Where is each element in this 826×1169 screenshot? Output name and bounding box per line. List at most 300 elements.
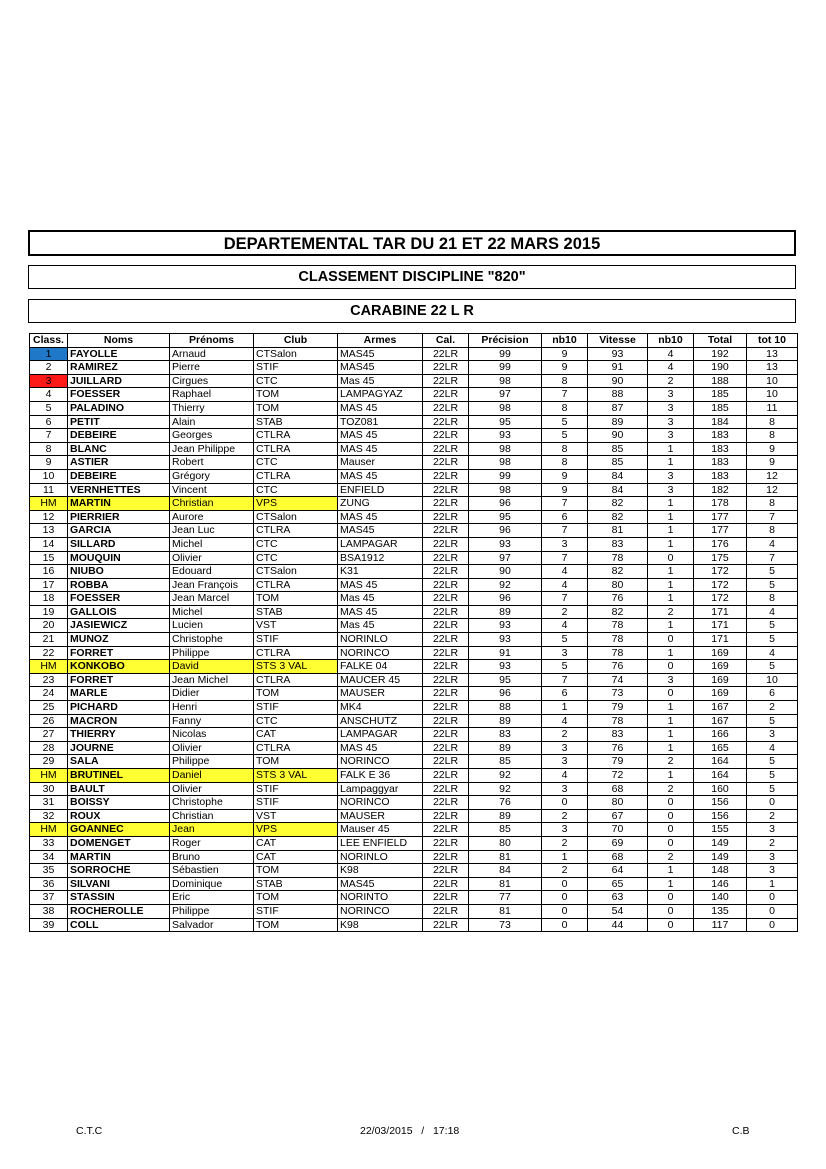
cell-nom: ROUX — [68, 809, 170, 823]
cell-nb10-vitesse: 1 — [648, 578, 694, 592]
cell-club: CAT — [254, 850, 338, 864]
cell-nom: MARTIN — [68, 850, 170, 864]
cell-arme: ENFIELD — [338, 483, 423, 497]
cell-vitesse: 80 — [588, 796, 648, 810]
cell-club: CTLRA — [254, 741, 338, 755]
cell-vitesse: 83 — [588, 728, 648, 742]
cell-nb10-precision: 2 — [542, 864, 588, 878]
cell-rank: 6 — [30, 415, 68, 429]
cell-nb10-precision: 6 — [542, 687, 588, 701]
cell-tot10: 5 — [747, 633, 798, 647]
cell-rank: 27 — [30, 728, 68, 742]
cell-arme: NORINTO — [338, 891, 423, 905]
cell-tot10: 8 — [747, 415, 798, 429]
results-table — [29, 333, 798, 932]
cell-vitesse: 68 — [588, 782, 648, 796]
table-row — [30, 660, 798, 674]
cell-arme: Mauser — [338, 456, 423, 470]
cell-nb10-vitesse: 1 — [648, 565, 694, 579]
cell-nb10-vitesse: 0 — [648, 809, 694, 823]
cell-total: 188 — [694, 374, 747, 388]
cell-precision: 96 — [469, 592, 542, 606]
cell-nb10-vitesse: 1 — [648, 592, 694, 606]
cell-cal: 22LR — [423, 551, 469, 565]
cell-rank: 5 — [30, 401, 68, 415]
cell-club: TOM — [254, 864, 338, 878]
cell-nb10-vitesse: 0 — [648, 660, 694, 674]
cell-arme: FALK E 36 — [338, 769, 423, 783]
cell-precision: 98 — [469, 374, 542, 388]
cell-arme: MAS 45 — [338, 605, 423, 619]
cell-vitesse: 63 — [588, 891, 648, 905]
cell-rank: 13 — [30, 524, 68, 538]
cell-rank: HM — [30, 769, 68, 783]
cell-nb10-vitesse: 1 — [648, 701, 694, 715]
cell-nb10-vitesse: 3 — [648, 388, 694, 402]
cell-vitesse: 82 — [588, 565, 648, 579]
cell-nom: FOESSER — [68, 388, 170, 402]
table-row — [30, 864, 798, 878]
cell-vitesse: 78 — [588, 646, 648, 660]
cell-tot10: 5 — [747, 782, 798, 796]
cell-rank: 3 — [30, 374, 68, 388]
cell-rank: 16 — [30, 565, 68, 579]
cell-arme: LAMPAGAR — [338, 728, 423, 742]
cell-nom: STASSIN — [68, 891, 170, 905]
cell-tot10: 3 — [747, 728, 798, 742]
cell-vitesse: 67 — [588, 809, 648, 823]
cell-club: CTSalon — [254, 347, 338, 361]
cell-nb10-vitesse: 3 — [648, 401, 694, 415]
cell-precision: 98 — [469, 401, 542, 415]
cell-nb10-vitesse: 2 — [648, 755, 694, 769]
cell-nom: BRUTINEL — [68, 769, 170, 783]
cell-nb10-precision: 0 — [542, 918, 588, 932]
table-row — [30, 769, 798, 783]
cell-arme: MAUSER — [338, 687, 423, 701]
cell-nb10-vitesse: 3 — [648, 429, 694, 443]
table-row — [30, 850, 798, 864]
cell-vitesse: 74 — [588, 673, 648, 687]
cell-prenom: Daniel — [170, 769, 254, 783]
cell-nom: GALLOIS — [68, 605, 170, 619]
cell-precision: 80 — [469, 836, 542, 850]
cell-rank: HM — [30, 497, 68, 511]
cell-nom: MARLE — [68, 687, 170, 701]
cell-arme: ZUNG — [338, 497, 423, 511]
cell-precision: 99 — [469, 361, 542, 375]
cell-prenom: Cirgues — [170, 374, 254, 388]
cell-prenom: Grégory — [170, 469, 254, 483]
table-row — [30, 415, 798, 429]
cell-cal: 22LR — [423, 646, 469, 660]
cell-nb10-precision: 6 — [542, 510, 588, 524]
cell-cal: 22LR — [423, 415, 469, 429]
cell-nb10-precision: 5 — [542, 429, 588, 443]
cell-nb10-precision: 9 — [542, 347, 588, 361]
cell-nb10-precision: 2 — [542, 605, 588, 619]
table-row — [30, 687, 798, 701]
cell-total: 192 — [694, 347, 747, 361]
col-cal: Cal. — [423, 334, 469, 348]
cell-nb10-vitesse: 3 — [648, 415, 694, 429]
cell-precision: 95 — [469, 673, 542, 687]
cell-nom: COLL — [68, 918, 170, 932]
cell-cal: 22LR — [423, 633, 469, 647]
cell-vitesse: 80 — [588, 578, 648, 592]
cell-total: 184 — [694, 415, 747, 429]
cell-precision: 76 — [469, 796, 542, 810]
cell-cal: 22LR — [423, 836, 469, 850]
cell-rank: 25 — [30, 701, 68, 715]
cell-precision: 98 — [469, 456, 542, 470]
cell-tot10: 4 — [747, 537, 798, 551]
cell-tot10: 8 — [747, 524, 798, 538]
cell-total: 156 — [694, 796, 747, 810]
cell-arme: Mauser 45 — [338, 823, 423, 837]
cell-total: 172 — [694, 578, 747, 592]
cell-arme: MAS 45 — [338, 429, 423, 443]
cell-nb10-precision: 0 — [542, 891, 588, 905]
cell-nom: PETIT — [68, 415, 170, 429]
cell-rank: 23 — [30, 673, 68, 687]
cell-precision: 93 — [469, 633, 542, 647]
cell-nb10-precision: 0 — [542, 877, 588, 891]
cell-precision: 84 — [469, 864, 542, 878]
cell-prenom: Didier — [170, 687, 254, 701]
cell-arme: MAUSER — [338, 809, 423, 823]
cell-tot10: 6 — [747, 687, 798, 701]
cell-rank: 38 — [30, 904, 68, 918]
cell-vitesse: 84 — [588, 483, 648, 497]
cell-rank: 15 — [30, 551, 68, 565]
cell-cal: 22LR — [423, 619, 469, 633]
cell-nb10-precision: 3 — [542, 755, 588, 769]
cell-rank: 26 — [30, 714, 68, 728]
cell-arme: NORINLO — [338, 633, 423, 647]
table-row — [30, 388, 798, 402]
cell-nom: SILVANI — [68, 877, 170, 891]
table-row — [30, 673, 798, 687]
cell-rank: 33 — [30, 836, 68, 850]
cell-nb10-precision: 3 — [542, 537, 588, 551]
cell-club: VPS — [254, 497, 338, 511]
cell-nb10-precision: 3 — [542, 741, 588, 755]
cell-nb10-vitesse: 0 — [648, 918, 694, 932]
cell-arme: MAS45 — [338, 361, 423, 375]
cell-total: 190 — [694, 361, 747, 375]
category-title: CARABINE 22 L R — [28, 299, 796, 323]
cell-total: 172 — [694, 592, 747, 606]
cell-vitesse: 78 — [588, 551, 648, 565]
cell-nom: MACRON — [68, 714, 170, 728]
cell-arme: K98 — [338, 918, 423, 932]
cell-precision: 90 — [469, 565, 542, 579]
cell-tot10: 12 — [747, 483, 798, 497]
cell-total: 167 — [694, 714, 747, 728]
cell-cal: 22LR — [423, 823, 469, 837]
cell-nom: FAYOLLE — [68, 347, 170, 361]
cell-precision: 93 — [469, 660, 542, 674]
cell-rank: HM — [30, 660, 68, 674]
cell-prenom: Jean Philippe — [170, 442, 254, 456]
cell-club: CAT — [254, 728, 338, 742]
cell-nb10-vitesse: 0 — [648, 687, 694, 701]
cell-club: STIF — [254, 796, 338, 810]
cell-precision: 97 — [469, 551, 542, 565]
cell-arme: MAS45 — [338, 877, 423, 891]
cell-nom: SILLARD — [68, 537, 170, 551]
cell-nb10-precision: 7 — [542, 524, 588, 538]
col-armes: Armes — [338, 334, 423, 348]
cell-nb10-vitesse: 1 — [648, 714, 694, 728]
cell-cal: 22LR — [423, 442, 469, 456]
cell-nb10-vitesse: 0 — [648, 891, 694, 905]
cell-total: 183 — [694, 469, 747, 483]
cell-tot10: 8 — [747, 497, 798, 511]
cell-prenom: Michel — [170, 537, 254, 551]
cell-prenom: Aurore — [170, 510, 254, 524]
cell-club: CAT — [254, 836, 338, 850]
table-row — [30, 728, 798, 742]
cell-nb10-precision: 1 — [542, 850, 588, 864]
cell-nb10-precision: 0 — [542, 904, 588, 918]
cell-arme: MAS45 — [338, 347, 423, 361]
cell-cal: 22LR — [423, 361, 469, 375]
cell-club: CTLRA — [254, 673, 338, 687]
cell-nb10-vitesse: 4 — [648, 347, 694, 361]
cell-tot10: 7 — [747, 551, 798, 565]
cell-precision: 96 — [469, 497, 542, 511]
table-row — [30, 578, 798, 592]
cell-cal: 22LR — [423, 687, 469, 701]
footer-date: 22/03/2015 / 17:18 — [360, 1125, 460, 1137]
cell-total: 164 — [694, 755, 747, 769]
cell-arme: MAS 45 — [338, 578, 423, 592]
cell-nb10-vitesse: 2 — [648, 782, 694, 796]
cell-arme: MAUCER 45 — [338, 673, 423, 687]
cell-cal: 22LR — [423, 510, 469, 524]
col-nb10-vitesse: nb10 — [648, 334, 694, 348]
cell-prenom: Jean Marcel — [170, 592, 254, 606]
cell-vitesse: 76 — [588, 741, 648, 755]
cell-vitesse: 76 — [588, 660, 648, 674]
cell-nb10-precision: 4 — [542, 578, 588, 592]
cell-prenom: Michel — [170, 605, 254, 619]
cell-precision: 73 — [469, 918, 542, 932]
table-row — [30, 646, 798, 660]
cell-cal: 22LR — [423, 769, 469, 783]
cell-vitesse: 84 — [588, 469, 648, 483]
cell-total: 175 — [694, 551, 747, 565]
cell-prenom: Lucien — [170, 619, 254, 633]
cell-precision: 77 — [469, 891, 542, 905]
cell-prenom: Jean — [170, 823, 254, 837]
table-header-row — [30, 334, 798, 348]
table-row — [30, 374, 798, 388]
cell-tot10: 8 — [747, 429, 798, 443]
cell-total: 167 — [694, 701, 747, 715]
cell-tot10: 12 — [747, 469, 798, 483]
cell-club: TOM — [254, 592, 338, 606]
cell-arme: ANSCHUTZ — [338, 714, 423, 728]
cell-prenom: Pierre — [170, 361, 254, 375]
cell-nb10-precision: 2 — [542, 809, 588, 823]
cell-total: 117 — [694, 918, 747, 932]
col-noms: Noms — [68, 334, 170, 348]
cell-club: CTLRA — [254, 524, 338, 538]
cell-arme: NORINCO — [338, 796, 423, 810]
cell-rank: HM — [30, 823, 68, 837]
cell-nom: BOISSY — [68, 796, 170, 810]
col-vitesse: Vitesse — [588, 334, 648, 348]
cell-cal: 22LR — [423, 605, 469, 619]
table-row — [30, 456, 798, 470]
cell-nb10-vitesse: 0 — [648, 796, 694, 810]
footer-left: C.T.C — [76, 1125, 103, 1137]
cell-precision: 99 — [469, 469, 542, 483]
cell-cal: 22LR — [423, 592, 469, 606]
cell-cal: 22LR — [423, 565, 469, 579]
cell-prenom: Olivier — [170, 741, 254, 755]
cell-prenom: Philippe — [170, 904, 254, 918]
cell-nb10-precision: 3 — [542, 782, 588, 796]
cell-arme: K31 — [338, 565, 423, 579]
cell-cal: 22LR — [423, 469, 469, 483]
table-row — [30, 565, 798, 579]
cell-total: 185 — [694, 388, 747, 402]
cell-nb10-vitesse: 2 — [648, 374, 694, 388]
cell-tot10: 2 — [747, 701, 798, 715]
cell-cal: 22LR — [423, 660, 469, 674]
cell-club: CTSalon — [254, 510, 338, 524]
cell-precision: 95 — [469, 510, 542, 524]
cell-nom: BAULT — [68, 782, 170, 796]
table-row — [30, 592, 798, 606]
cell-nb10-vitesse: 0 — [648, 904, 694, 918]
cell-nom: SALA — [68, 755, 170, 769]
cell-arme: LAMPAGAR — [338, 537, 423, 551]
cell-tot10: 5 — [747, 565, 798, 579]
cell-nb10-vitesse: 4 — [648, 361, 694, 375]
cell-precision: 97 — [469, 388, 542, 402]
cell-precision: 99 — [469, 347, 542, 361]
cell-nom: JOURNE — [68, 741, 170, 755]
cell-prenom: Henri — [170, 701, 254, 715]
cell-nb10-vitesse: 0 — [648, 551, 694, 565]
cell-nb10-precision: 3 — [542, 823, 588, 837]
cell-total: 169 — [694, 673, 747, 687]
cell-precision: 85 — [469, 755, 542, 769]
cell-tot10: 9 — [747, 442, 798, 456]
cell-nb10-precision: 4 — [542, 565, 588, 579]
cell-rank: 39 — [30, 918, 68, 932]
cell-arme: Mas 45 — [338, 374, 423, 388]
table-row — [30, 796, 798, 810]
cell-nb10-vitesse: 1 — [648, 537, 694, 551]
cell-arme: Mas 45 — [338, 592, 423, 606]
cell-nb10-vitesse: 3 — [648, 483, 694, 497]
cell-club: CTC — [254, 374, 338, 388]
cell-prenom: Olivier — [170, 782, 254, 796]
table-row — [30, 361, 798, 375]
cell-rank: 32 — [30, 809, 68, 823]
cell-vitesse: 68 — [588, 850, 648, 864]
cell-precision: 92 — [469, 782, 542, 796]
cell-nom: FORRET — [68, 646, 170, 660]
cell-club: STAB — [254, 415, 338, 429]
cell-cal: 22LR — [423, 877, 469, 891]
cell-prenom: Christophe — [170, 796, 254, 810]
cell-vitesse: 78 — [588, 714, 648, 728]
cell-vitesse: 72 — [588, 769, 648, 783]
cell-cal: 22LR — [423, 483, 469, 497]
table-row — [30, 347, 798, 361]
cell-club: VST — [254, 619, 338, 633]
cell-tot10: 9 — [747, 456, 798, 470]
cell-club: STIF — [254, 701, 338, 715]
cell-precision: 81 — [469, 904, 542, 918]
cell-prenom: Philippe — [170, 646, 254, 660]
cell-prenom: Robert — [170, 456, 254, 470]
cell-club: STS 3 VAL — [254, 660, 338, 674]
cell-club: STAB — [254, 605, 338, 619]
cell-tot10: 0 — [747, 918, 798, 932]
cell-nb10-vitesse: 1 — [648, 510, 694, 524]
cell-tot10: 3 — [747, 823, 798, 837]
cell-total: 171 — [694, 619, 747, 633]
cell-nb10-precision: 7 — [542, 673, 588, 687]
cell-precision: 96 — [469, 524, 542, 538]
cell-total: 160 — [694, 782, 747, 796]
cell-precision: 92 — [469, 769, 542, 783]
cell-vitesse: 78 — [588, 619, 648, 633]
cell-arme: MAS 45 — [338, 469, 423, 483]
cell-nom: ASTIER — [68, 456, 170, 470]
cell-prenom: Eric — [170, 891, 254, 905]
cell-prenom: Raphael — [170, 388, 254, 402]
cell-precision: 85 — [469, 823, 542, 837]
cell-tot10: 5 — [747, 660, 798, 674]
cell-total: 177 — [694, 510, 747, 524]
cell-nom: MARTIN — [68, 497, 170, 511]
cell-vitesse: 91 — [588, 361, 648, 375]
cell-nb10-precision: 5 — [542, 415, 588, 429]
cell-rank: 19 — [30, 605, 68, 619]
cell-cal: 22LR — [423, 904, 469, 918]
cell-nom: BLANC — [68, 442, 170, 456]
cell-precision: 89 — [469, 741, 542, 755]
col-prenoms: Prénoms — [170, 334, 254, 348]
cell-rank: 11 — [30, 483, 68, 497]
cell-tot10: 0 — [747, 904, 798, 918]
cell-tot10: 5 — [747, 755, 798, 769]
cell-prenom: Salvador — [170, 918, 254, 932]
cell-precision: 81 — [469, 877, 542, 891]
cell-rank: 20 — [30, 619, 68, 633]
cell-prenom: Vincent — [170, 483, 254, 497]
cell-precision: 95 — [469, 415, 542, 429]
cell-cal: 22LR — [423, 864, 469, 878]
cell-nb10-precision: 8 — [542, 456, 588, 470]
cell-arme: LEE ENFIELD — [338, 836, 423, 850]
cell-prenom: Dominique — [170, 877, 254, 891]
table-row — [30, 524, 798, 538]
cell-tot10: 4 — [747, 646, 798, 660]
table-row — [30, 918, 798, 932]
cell-club: STIF — [254, 904, 338, 918]
cell-nb10-vitesse: 1 — [648, 524, 694, 538]
